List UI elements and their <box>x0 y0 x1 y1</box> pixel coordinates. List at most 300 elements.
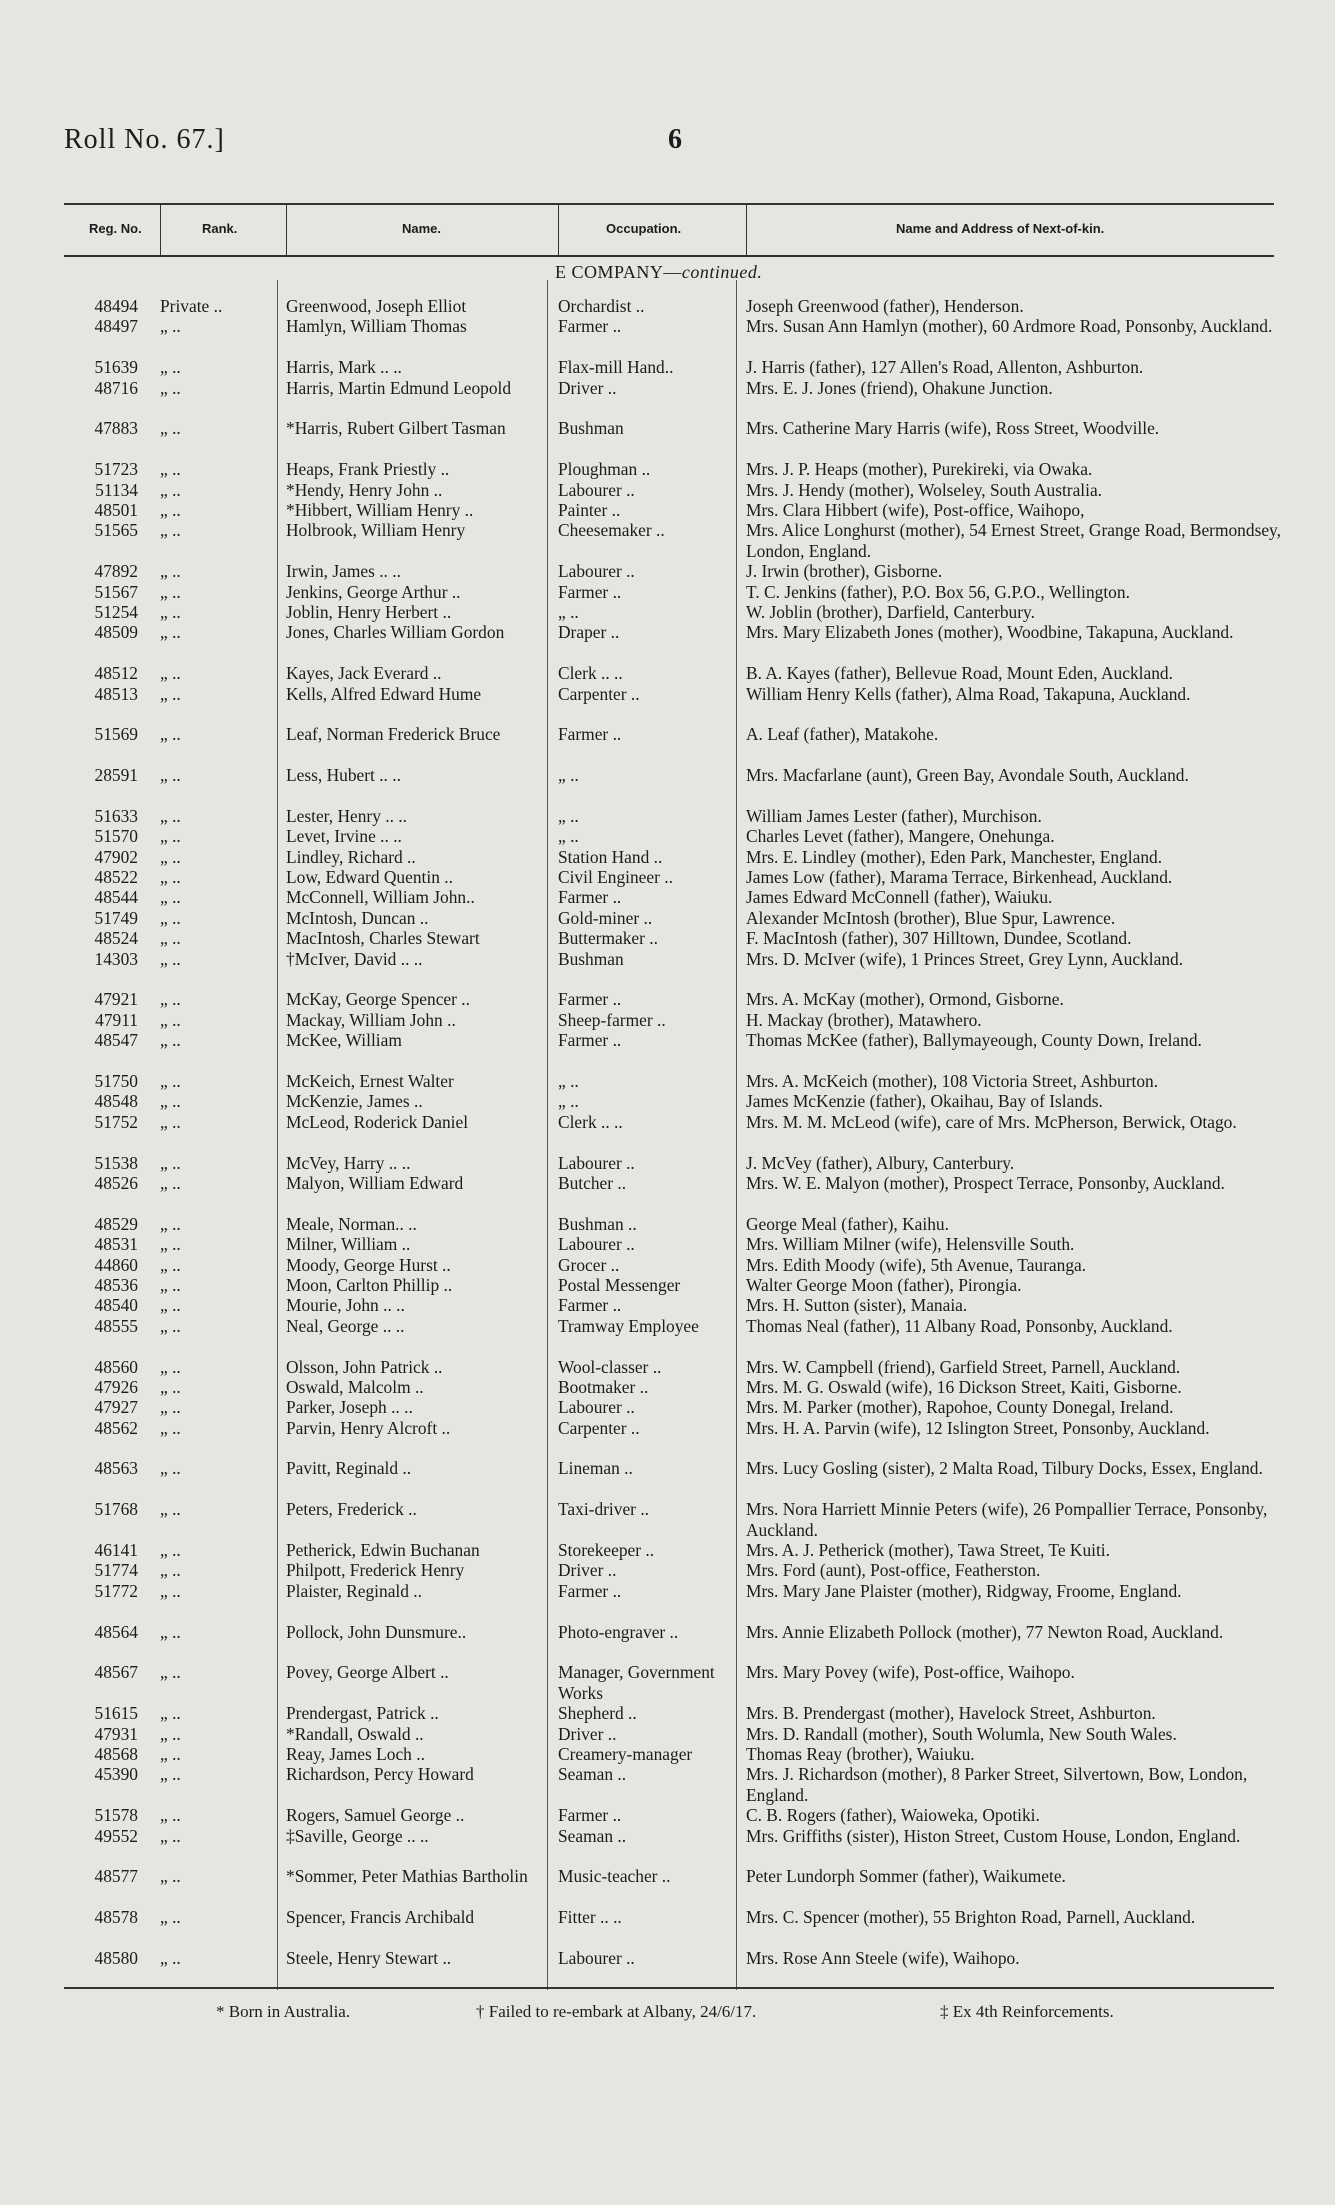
table-row <box>0 1091 1335 1111</box>
cell-rank: „ .. <box>160 418 181 439</box>
table-row <box>0 1826 1335 1867</box>
table-row <box>0 1071 1335 1091</box>
cell-occupation: Music-teacher .. <box>558 1866 671 1887</box>
cell-reg: 48716 <box>94 377 138 398</box>
cell-rank: „ .. <box>160 765 181 786</box>
table-row <box>0 520 1335 561</box>
cell-occupation: Farmer .. <box>558 581 622 602</box>
cell-kin: Mrs. J. P. Heaps (mother), Purekireki, via Owaka. <box>746 459 1093 480</box>
cell-kin: Mrs. J. Richardson (mother), 8 Parker Street, Silvertown, Bow, London, England. <box>746 1764 1248 1805</box>
cell-reg: 48509 <box>94 622 138 643</box>
cell-kin: Mrs. Annie Elizabeth Pollock (mother), 77 Newton Road, Auckland. <box>746 1621 1224 1642</box>
cell-occupation: Draper .. <box>558 622 620 643</box>
cell-reg: 47921 <box>94 989 138 1010</box>
cell-rank: „ .. <box>160 1152 181 1173</box>
cell-name: Philpott, Frederick Henry <box>286 1560 465 1581</box>
cell-reg: 51749 <box>94 907 138 928</box>
table-row <box>0 908 1335 928</box>
cell-reg: 51768 <box>94 1499 138 1520</box>
cell-rank: „ .. <box>160 1356 181 1377</box>
table-row <box>0 867 1335 887</box>
table-row <box>0 418 1335 459</box>
table-row <box>0 602 1335 622</box>
cell-name: Lindley, Richard .. <box>286 846 416 867</box>
cell-name: McKee, William <box>286 1030 402 1051</box>
cell-name: *Sommer, Peter Mathias Bartholin <box>286 1866 528 1887</box>
cell-occupation: Clerk .. .. <box>558 1111 623 1132</box>
cell-name: Mackay, William John .. <box>286 1009 456 1030</box>
cell-occupation: Bushman .. <box>558 1213 637 1234</box>
cell-rank: „ .. <box>160 1948 181 1968</box>
cell-reg: 51639 <box>94 357 138 378</box>
cell-reg: 48497 <box>94 316 138 337</box>
cell-occupation: Farmer .. <box>558 1295 622 1316</box>
cell-occupation: Wool-classer .. <box>558 1356 662 1377</box>
cell-rank: „ .. <box>160 1417 181 1438</box>
cell-reg: 48578 <box>94 1907 138 1928</box>
cell-name: Reay, James Loch .. <box>286 1744 425 1765</box>
table-row <box>0 1295 1335 1315</box>
table-row <box>0 765 1335 806</box>
cell-kin: J. Harris (father), 127 Allen's Road, Allenton, Ashburton. <box>746 357 1144 378</box>
cell-kin: J. McVey (father), Albury, Canterbury. <box>746 1152 1015 1173</box>
table-row <box>0 826 1335 846</box>
cell-name: Holbrook, William Henry <box>286 520 466 541</box>
cell-kin: Mrs. Catherine Mary Harris (wife), Ross Street, Woodville. <box>746 418 1160 439</box>
cell-kin: Mrs. M. Parker (mother), Rapohoe, County Donegal, Ireland. <box>746 1397 1174 1418</box>
table-row <box>0 1948 1335 1968</box>
cell-occupation: Seaman .. <box>558 1825 627 1846</box>
cell-kin: J. Irwin (brother), Gisborne. <box>746 561 943 582</box>
cell-kin: Mrs. A. McKay (mother), Ormond, Gisborne. <box>746 989 1064 1010</box>
bottom-rule <box>64 1987 1274 1989</box>
cell-reg: 48512 <box>94 663 138 684</box>
cell-occupation: Station Hand .. <box>558 846 663 867</box>
cell-occupation: Bootmaker .. <box>558 1376 649 1397</box>
footnote-failed: † Failed to re-embark at Albany, 24/6/17. <box>476 2002 757 2021</box>
cell-occupation: Labourer .. <box>558 1397 635 1418</box>
table-row <box>0 1581 1335 1622</box>
table-row <box>0 1357 1335 1377</box>
cell-occupation: Gold-miner .. <box>558 907 653 928</box>
cell-kin: Mrs. B. Prendergast (mother), Havelock Street, Ashburton. <box>746 1703 1156 1724</box>
cell-name: Harris, Martin Edmund Leopold <box>286 377 512 398</box>
cell-kin: Mrs. William Milner (wife), Helensville South. <box>746 1234 1075 1255</box>
cell-name: Jenkins, George Arthur .. <box>286 581 461 602</box>
cell-name: Parker, Joseph .. .. <box>286 1397 413 1418</box>
table-row <box>0 561 1335 581</box>
cell-rank: „ .. <box>160 1091 181 1112</box>
cell-kin: Walter George Moon (father), Pirongia. <box>746 1274 1022 1295</box>
cell-reg: 48547 <box>94 1030 138 1051</box>
cell-kin: Mrs. Ford (aunt), Post-office, Featherston. <box>746 1560 1041 1581</box>
cell-occupation: Lineman .. <box>558 1458 633 1479</box>
table-row <box>0 1499 1335 1540</box>
cell-name: Petherick, Edwin Buchanan <box>286 1540 480 1561</box>
roll-header: Roll No. 67.] <box>64 124 225 155</box>
col-reg-header: Reg. No. <box>89 221 142 236</box>
cell-occupation: Farmer .. <box>558 1030 622 1051</box>
cell-occupation: Grocer .. <box>558 1254 620 1275</box>
cell-reg: 48529 <box>94 1213 138 1234</box>
cell-rank: „ .. <box>160 1805 181 1826</box>
cell-reg: 45390 <box>94 1764 138 1785</box>
cell-name: McKenzie, James .. <box>286 1091 423 1112</box>
cell-name: McKay, George Spencer .. <box>286 989 470 1010</box>
cell-occupation: Bushman <box>558 418 624 439</box>
cell-name: Moody, George Hurst .. <box>286 1254 451 1275</box>
cell-reg: 51723 <box>94 459 138 480</box>
cell-name: Mourie, John .. .. <box>286 1295 405 1316</box>
cell-occupation: Postal Messenger <box>558 1274 681 1295</box>
cell-rank: „ .. <box>160 805 181 826</box>
table-row <box>0 1662 1335 1703</box>
cell-kin: William James Lester (father), Murchison. <box>746 805 1042 826</box>
footnote-ex: ‡ Ex 4th Reinforcements. <box>940 2002 1114 2021</box>
cell-rank: „ .. <box>160 1295 181 1316</box>
table-row <box>0 847 1335 867</box>
cell-kin: Mrs. Clara Hibbert (wife), Post-office, Waihopo, <box>746 499 1085 520</box>
cell-kin: George Meal (father), Kaihu. <box>746 1213 949 1234</box>
cell-occupation: Farmer .. <box>558 887 622 908</box>
cell-name: Oswald, Malcolm .. <box>286 1376 424 1397</box>
cell-occupation: Orchardist .. <box>558 296 645 316</box>
table-row <box>0 378 1335 419</box>
table-row <box>0 949 1335 990</box>
cell-name: *Harris, Rubert Gilbert Tasman <box>286 418 506 439</box>
cell-reg: 51633 <box>94 805 138 826</box>
cell-reg: 48560 <box>94 1356 138 1377</box>
table-row <box>0 1030 1335 1071</box>
cell-kin: Mrs. E. Lindley (mother), Eden Park, Manchester, England. <box>746 846 1163 867</box>
cell-occupation: Labourer .. <box>558 1152 635 1173</box>
cell-name: Olsson, John Patrick .. <box>286 1356 443 1377</box>
cell-reg: 48544 <box>94 887 138 908</box>
cell-rank: „ .. <box>160 1376 181 1397</box>
cell-rank: „ .. <box>160 1274 181 1295</box>
register-rows <box>0 296 1335 1968</box>
table-row <box>0 806 1335 826</box>
cell-occupation: Farmer .. <box>558 316 622 337</box>
cell-reg: 51567 <box>94 581 138 602</box>
cell-occupation: „ .. <box>558 826 579 847</box>
cell-reg: 51134 <box>95 479 138 500</box>
cell-rank: „ .. <box>160 1540 181 1561</box>
cell-name: *Randall, Oswald .. <box>286 1723 424 1744</box>
cell-reg: 48531 <box>94 1234 138 1255</box>
cell-rank: „ .. <box>160 846 181 867</box>
cell-name: Low, Edward Quentin .. <box>286 867 453 888</box>
cell-name: McKeich, Ernest Walter <box>286 1071 454 1091</box>
cell-occupation: Shepherd .. <box>558 1703 637 1724</box>
cell-occupation: Labourer .. <box>558 1948 635 1968</box>
cell-kin: Charles Levet (father), Mangere, Onehunga. <box>746 826 1055 847</box>
cell-kin: Mrs. Mary Jane Plaister (mother), Ridgway, Froome, England. <box>746 1580 1182 1601</box>
cell-name: Levet, Irvine .. .. <box>286 826 402 847</box>
cell-occupation: Farmer .. <box>558 1580 622 1601</box>
cell-reg: 28591 <box>94 765 138 786</box>
cell-rank: „ .. <box>160 1009 181 1030</box>
table-row <box>0 1744 1335 1764</box>
cell-rank: „ .. <box>160 520 181 541</box>
cell-name: Less, Hubert .. .. <box>286 765 401 786</box>
table-row <box>0 1010 1335 1030</box>
cell-kin: Mrs. W. E. Malyon (mother), Prospect Terrace, Ponsonby, Auckland. <box>746 1172 1225 1193</box>
cell-rank: „ .. <box>160 1560 181 1581</box>
cell-reg: 44860 <box>94 1254 138 1275</box>
cell-kin: Mrs. Nora Harriett Minnie Peters (wife), 26 Pompallier Terrace, Ponsonby, Auckland. <box>746 1499 1268 1540</box>
cell-rank: „ .. <box>160 1111 181 1132</box>
cell-occupation: Tramway Employee <box>558 1315 699 1336</box>
cell-reg: 51569 <box>94 724 138 745</box>
cell-rank: „ .. <box>160 1621 181 1642</box>
cell-kin: Mrs. A. J. Petherick (mother), Tawa Street, Te Kuiti. <box>746 1540 1110 1561</box>
table-row <box>0 480 1335 500</box>
cell-name: Greenwood, Joseph Elliot <box>286 296 467 316</box>
cell-kin: Thomas McKee (father), Ballymayeough, County Down, Ireland. <box>746 1030 1202 1051</box>
cell-reg: 47931 <box>94 1723 138 1744</box>
cell-name: Malyon, William Edward <box>286 1172 464 1193</box>
cell-rank: „ .. <box>160 1825 181 1846</box>
cell-occupation: Driver .. <box>558 1723 617 1744</box>
cell-name: ‡Saville, George .. .. <box>286 1825 429 1846</box>
cell-name: McLeod, Roderick Daniel <box>286 1111 469 1132</box>
cell-occupation: „ .. <box>558 1071 579 1091</box>
cell-name: Joblin, Henry Herbert .. <box>286 601 452 622</box>
cell-name: Meale, Norman.. .. <box>286 1213 417 1234</box>
table-row <box>0 887 1335 907</box>
cell-name: Kayes, Jack Everard .. <box>286 663 442 684</box>
cell-reg: 48501 <box>94 499 138 520</box>
cell-name: *Hendy, Henry John .. <box>286 479 443 500</box>
cell-occupation: Fitter .. .. <box>558 1907 622 1928</box>
cell-reg: 51615 <box>94 1703 138 1724</box>
cell-kin: T. C. Jenkins (father), P.O. Box 56, G.P.O., Wellington. <box>746 581 1130 602</box>
cell-occupation: Clerk .. .. <box>558 663 623 684</box>
cell-reg: 51774 <box>94 1560 138 1581</box>
cell-kin: Mrs. Edith Moody (wife), 5th Avenue, Tauranga. <box>746 1254 1087 1275</box>
table-row <box>0 357 1335 377</box>
cell-rank: „ .. <box>160 1458 181 1479</box>
cell-kin: Mrs. Griffiths (sister), Histon Street, Custom House, London, England. <box>746 1825 1241 1846</box>
cell-name: Hamlyn, William Thomas <box>286 316 467 337</box>
table-row <box>0 1764 1335 1805</box>
table-row <box>0 1458 1335 1499</box>
cell-occupation: Seaman .. <box>558 1764 627 1785</box>
cell-kin: C. B. Rogers (father), Waioweka, Opotiki. <box>746 1805 1040 1826</box>
cell-kin: Mrs. J. Hendy (mother), Wolseley, South Australia. <box>746 479 1103 500</box>
cell-name: *Hibbert, William Henry .. <box>286 499 474 520</box>
cell-rank: „ .. <box>160 316 181 337</box>
table-row <box>0 1397 1335 1417</box>
table-row <box>0 928 1335 948</box>
col-name-header: Name. <box>402 221 442 236</box>
cell-occupation: Ploughman .. <box>558 459 651 480</box>
cell-occupation: Driver .. <box>558 377 617 398</box>
cell-rank: „ .. <box>160 887 181 908</box>
cell-reg: 48522 <box>94 867 138 888</box>
cell-rank: „ .. <box>160 1315 181 1336</box>
cell-rank: „ .. <box>160 907 181 928</box>
cell-kin: Mrs. H. A. Parvin (wife), 12 Islington Street, Ponsonby, Auckland. <box>746 1417 1210 1438</box>
cell-rank: „ .. <box>160 1764 181 1785</box>
cell-rank: „ .. <box>160 724 181 745</box>
cell-occupation: Manager, Government Works <box>558 1662 715 1703</box>
cell-reg: 51578 <box>94 1805 138 1826</box>
cell-reg: 48540 <box>94 1295 138 1316</box>
cell-name: Moon, Carlton Phillip .. <box>286 1274 453 1295</box>
cell-rank: „ .. <box>160 499 181 520</box>
cell-name: Plaister, Reginald .. <box>286 1580 422 1601</box>
table-row <box>0 1316 1335 1357</box>
cell-kin: W. Joblin (brother), Darfield, Canterbury. <box>746 601 1035 622</box>
cell-reg: 51772 <box>94 1580 138 1601</box>
cell-kin: Alexander McIntosh (brother), Blue Spur, Lawrence. <box>746 907 1116 928</box>
footnote-born: * Born in Australia. <box>216 2002 351 2021</box>
cell-rank: „ .. <box>160 1703 181 1724</box>
table-row <box>0 582 1335 602</box>
cell-reg: 51752 <box>94 1111 138 1132</box>
cell-reg: 51750 <box>94 1071 138 1091</box>
cell-rank: „ .. <box>160 601 181 622</box>
cell-occupation: Sheep-farmer .. <box>558 1009 666 1030</box>
cell-rank: Private .. <box>160 296 223 316</box>
col-kin-header: Name and Address of Next-of-kin. <box>896 221 1105 236</box>
cell-kin: Mrs. M. M. McLeod (wife), care of Mrs. McPherson, Berwick, Otago. <box>746 1111 1237 1132</box>
cell-name: Pavitt, Reginald .. <box>286 1458 412 1479</box>
cell-occupation: Carpenter .. <box>558 1417 640 1438</box>
cell-kin: Mrs. W. Campbell (friend), Garfield Street, Parnell, Auckland. <box>746 1356 1181 1377</box>
cell-reg: 48567 <box>94 1662 138 1683</box>
cell-occupation: Bushman <box>558 948 624 969</box>
cell-rank: „ .. <box>160 1499 181 1520</box>
cell-rank: „ .. <box>160 459 181 480</box>
cell-name: Lester, Henry .. .. <box>286 805 407 826</box>
cell-occupation: Storekeeper .. <box>558 1540 655 1561</box>
cell-reg: 48548 <box>94 1091 138 1112</box>
cell-rank: „ .. <box>160 1172 181 1193</box>
cell-kin: Joseph Greenwood (father), Henderson. <box>746 296 1024 316</box>
cell-reg: 47892 <box>94 561 138 582</box>
cell-reg: 48494 <box>94 296 138 316</box>
cell-occupation: Photo-engraver .. <box>558 1621 679 1642</box>
cell-kin: Mrs. C. Spencer (mother), 55 Brighton Road, Parnell, Auckland. <box>746 1907 1196 1928</box>
cell-rank: „ .. <box>160 479 181 500</box>
cell-occupation: Buttermaker .. <box>558 928 658 949</box>
cell-reg: 14303 <box>94 948 138 969</box>
cell-occupation: Labourer .. <box>558 561 635 582</box>
cell-kin: William Henry Kells (father), Alma Road, Takapuna, Auckland. <box>746 683 1191 704</box>
cell-name: †McIver, David .. .. <box>286 948 423 969</box>
table-row <box>0 1805 1335 1825</box>
cell-occupation: Cheesemaker .. <box>558 520 665 541</box>
table-row <box>0 1214 1335 1234</box>
cell-name: Rogers, Samuel George .. <box>286 1805 465 1826</box>
cell-reg: 47902 <box>94 846 138 867</box>
cell-kin: Thomas Neal (father), 11 Albany Road, Ponsonby, Auckland. <box>746 1315 1173 1336</box>
cell-occupation: Taxi-driver .. <box>558 1499 650 1520</box>
cell-rank: „ .. <box>160 581 181 602</box>
column-headers <box>64 203 1274 257</box>
cell-rank: „ .. <box>160 1397 181 1418</box>
table-row <box>0 1866 1335 1907</box>
cell-reg: 51254 <box>94 601 138 622</box>
cell-occupation: Labourer .. <box>558 1234 635 1255</box>
table-row <box>0 1724 1335 1744</box>
cell-rank: „ .. <box>160 1907 181 1928</box>
cell-kin: James McKenzie (father), Okaihau, Bay of Islands. <box>746 1091 1103 1112</box>
cell-name: Steele, Henry Stewart .. <box>286 1948 452 1968</box>
cell-occupation: Painter .. <box>558 499 621 520</box>
cell-name: Peters, Frederick .. <box>286 1499 417 1520</box>
cell-kin: Mrs. A. McKeich (mother), 108 Victoria Street, Ashburton. <box>746 1071 1159 1091</box>
table-row <box>0 1377 1335 1397</box>
cell-name: McConnell, William John.. <box>286 887 475 908</box>
cell-kin: F. MacIntosh (father), 307 Hilltown, Dundee, Scotland. <box>746 928 1132 949</box>
cell-kin: Mrs. M. G. Oswald (wife), 16 Dickson Street, Kaiti, Gisborne. <box>746 1376 1182 1397</box>
cell-name: McIntosh, Duncan .. <box>286 907 429 928</box>
table-row <box>0 622 1335 663</box>
cell-reg: 48526 <box>94 1172 138 1193</box>
cell-occupation: Civil Engineer .. <box>558 867 673 888</box>
cell-kin: Mrs. Susan Ann Hamlyn (mother), 60 Ardmore Road, Ponsonby, Auckland. <box>746 316 1273 337</box>
cell-reg: 47926 <box>94 1376 138 1397</box>
cell-kin: Mrs. D. Randall (mother), South Wolumla, New South Wales. <box>746 1723 1177 1744</box>
table-row <box>0 316 1335 357</box>
cell-rank: „ .. <box>160 826 181 847</box>
cell-occupation: „ .. <box>558 601 579 622</box>
page-number: 6 <box>668 124 682 155</box>
cell-rank: „ .. <box>160 663 181 684</box>
cell-kin: Mrs. Macfarlane (aunt), Green Bay, Avondale South, Auckland. <box>746 765 1189 786</box>
cell-rank: „ .. <box>160 867 181 888</box>
cell-reg: 48513 <box>94 683 138 704</box>
cell-kin: Mrs. D. McIver (wife), 1 Princes Street, Grey Lynn, Auckland. <box>746 948 1184 969</box>
cell-occupation: Carpenter .. <box>558 683 640 704</box>
cell-occupation: Labourer .. <box>558 479 635 500</box>
table-row <box>0 1112 1335 1153</box>
cell-reg: 51570 <box>94 826 138 847</box>
table-row <box>0 684 1335 725</box>
table-row <box>0 1622 1335 1663</box>
cell-reg: 48562 <box>94 1417 138 1438</box>
table-row <box>0 296 1335 316</box>
cell-reg: 47911 <box>95 1009 138 1030</box>
cell-occupation: Creamery-manager <box>558 1744 693 1765</box>
cell-name: Povey, George Albert .. <box>286 1662 449 1683</box>
cell-kin: Mrs. Lucy Gosling (sister), 2 Malta Road, Tilbury Docks, Essex, England. <box>746 1458 1263 1479</box>
table-row <box>0 500 1335 520</box>
cell-occupation: „ .. <box>558 805 579 826</box>
cell-kin: Mrs. E. J. Jones (friend), Ohakune Junction. <box>746 377 1053 398</box>
cell-rank: „ .. <box>160 561 181 582</box>
cell-name: McVey, Harry .. .. <box>286 1152 411 1173</box>
table-row <box>0 1173 1335 1214</box>
cell-kin: H. Mackay (brother), Matawhero. <box>746 1009 982 1030</box>
cell-reg: 48577 <box>94 1866 138 1887</box>
cell-reg: 47883 <box>94 418 138 439</box>
cell-rank: „ .. <box>160 622 181 643</box>
table-row <box>0 1560 1335 1580</box>
cell-kin: Mrs. Mary Povey (wife), Post-office, Waihopo. <box>746 1662 1075 1683</box>
cell-rank: „ .. <box>160 989 181 1010</box>
table-row <box>0 1418 1335 1459</box>
col-rank-header: Rank. <box>202 221 238 236</box>
cell-occupation: „ .. <box>558 1091 579 1112</box>
table-row <box>0 1234 1335 1254</box>
cell-kin: James Edward McConnell (father), Waiuku. <box>746 887 1053 908</box>
cell-kin: Thomas Reay (brother), Waiuku. <box>746 1744 975 1765</box>
